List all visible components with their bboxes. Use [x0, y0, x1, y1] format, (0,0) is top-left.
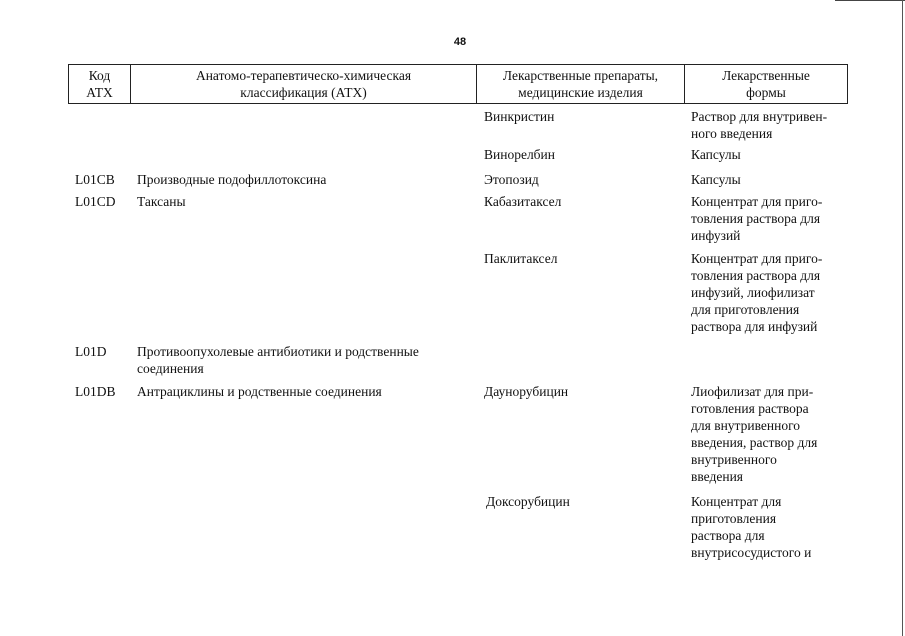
form-line: раствора для инфузий	[691, 319, 818, 334]
form-line: готовления раствора	[691, 401, 809, 416]
top-edge-rule	[835, 0, 905, 1]
classification-name	[137, 383, 382, 400]
atc-code: L01DB	[75, 384, 116, 399]
classification-name	[137, 171, 326, 188]
header-drugs	[477, 65, 685, 103]
form-line: Концентрат для приго-	[691, 251, 823, 266]
header-forms	[685, 65, 847, 103]
form-line: инфузий	[691, 228, 741, 243]
header-line: Анатомо-терапевтическо-химическая	[195, 68, 412, 83]
form-line: ного введения	[691, 126, 773, 141]
right-edge-rule	[902, 0, 903, 636]
header-line: классификация (АТХ)	[240, 85, 367, 100]
dosage-form	[691, 171, 741, 188]
classification-line: Таксаны	[137, 194, 186, 209]
atc-code: L01D	[75, 344, 107, 359]
drug-name: Винорелбин	[484, 147, 556, 162]
form-line: внутрисосудистого и	[691, 545, 812, 560]
classification-name	[137, 193, 186, 210]
form-line: Лиофилизат для при-	[691, 384, 814, 399]
form-line: Капсулы	[691, 172, 741, 187]
header-line: Лекарственные препараты,	[502, 68, 659, 83]
table-header	[68, 64, 848, 104]
classification-line: Антрациклины и родственные соединения	[137, 384, 382, 399]
dosage-form	[691, 146, 741, 163]
drug-name: Даунорубицин	[484, 384, 569, 399]
header-line: Код	[88, 68, 111, 83]
header-code	[69, 65, 131, 103]
classification-line: Производные подофиллотоксина	[137, 172, 327, 187]
dosage-form	[691, 193, 822, 244]
atc-code: L01CD	[75, 194, 116, 209]
form-line: Капсулы	[691, 147, 741, 162]
form-line: раствора для	[691, 528, 765, 543]
header-line: медицинские изделия	[518, 85, 643, 100]
form-line: товления раствора для	[691, 211, 821, 226]
atc-code: L01CB	[75, 172, 115, 187]
dosage-form	[691, 250, 822, 335]
form-line: введения, раствор для	[691, 435, 818, 450]
drug-name: Паклитаксел	[484, 251, 558, 266]
form-line: Раствор для внутривен-	[691, 109, 828, 124]
classification-line: Противоопухолевые антибиотики и родственные	[137, 344, 419, 359]
header-classification	[131, 65, 477, 103]
header-line: формы	[746, 85, 786, 100]
header-line: Лекарственные	[722, 68, 810, 83]
form-line: введения	[691, 469, 744, 484]
dosage-form	[691, 493, 811, 561]
classification-line: соединения	[137, 361, 204, 376]
form-line: для внутривенного	[691, 418, 801, 433]
classification-name	[137, 343, 419, 377]
form-line: для приготовления	[691, 302, 800, 317]
form-line: Концентрат для	[691, 494, 782, 509]
form-line: инфузий, лиофилизат	[691, 285, 815, 300]
header-line: АТХ	[86, 85, 113, 100]
drug-name: Винкристин	[484, 109, 555, 124]
dosage-form	[691, 383, 817, 485]
drug-name: Доксорубицин	[486, 494, 570, 509]
drug-name: Кабазитаксел	[484, 194, 562, 209]
form-line: приготовления	[691, 511, 777, 526]
page-number: 48	[453, 36, 467, 48]
form-line: Концентрат для приго-	[691, 194, 823, 209]
form-line: товления раствора для	[691, 268, 821, 283]
drug-name: Этопозид	[484, 172, 539, 187]
form-line: внутривенного	[691, 452, 777, 467]
dosage-form	[691, 108, 827, 142]
